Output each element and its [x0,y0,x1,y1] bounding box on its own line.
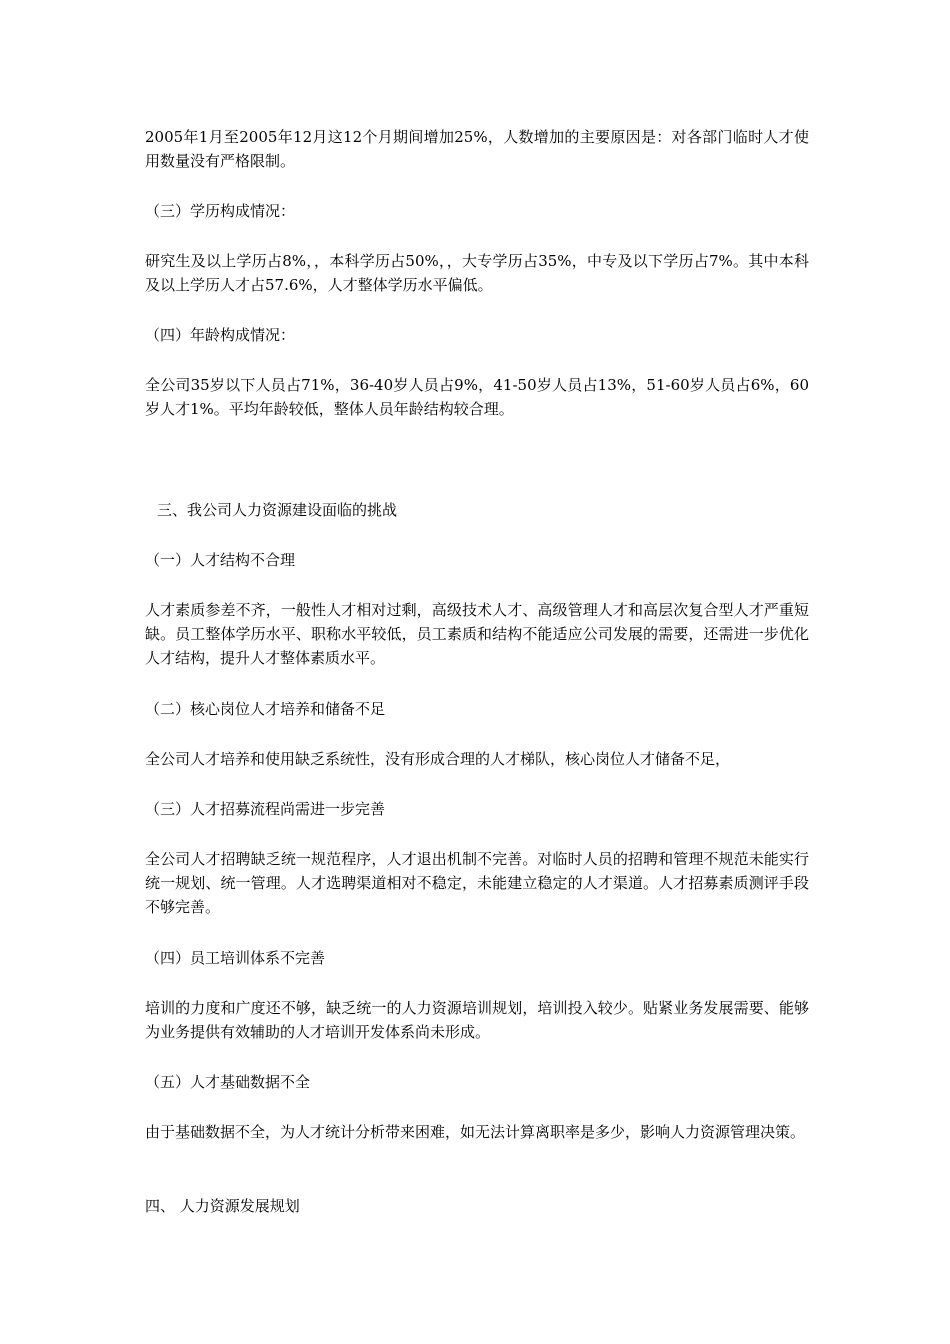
paragraph-age-structure: 全公司35岁以下人员占71%，36-40岁人员占9%，41-50岁人员占13%，51-60岁人员占6%，60岁人才1%。平均年龄较低，整体人员年龄结构较合理。 [145,376,809,418]
heading-core-talent-reserve: （二）核心岗位人才培养和储备不足 [145,700,386,718]
heading-talent-structure: （一）人才结构不合理 [145,551,296,569]
heading-training-system: （四）员工培训体系不完善 [145,949,326,967]
section-heading-challenges: 三、我公司人力资源建设面临的挑战 [157,501,398,519]
paragraph-staff-growth: 2005年1月至2005年12月这12个月期间增加25%，人数增加的主要原因是：对各部门临时人才使用数量没有严格限制。 [145,128,809,170]
heading-age-structure: （四）年龄构成情况： [145,326,296,344]
paragraph-recruitment-process: 全公司人才招聘缺乏统一规范程序，人才退出机制不完善。对临时人员的招聘和管理不规范未能实行统一规划、统一管理。人才选聘渠道相对不稳定，未能建立稳定的人才渠道。人才招募素质测评手段不够完善。 [145,850,809,916]
paragraph-education-structure: 研究生及以上学历占8%，，本科学历占50%，，大专学历占35%，中专及以下学历占7%。其中本科及以上学历人才占57.6%，人才整体学历水平偏低。 [145,252,809,294]
paragraph-training-system: 培训的力度和广度还不够，缺乏统一的人力资源培训规划，培训投入较少。贴紧业务发展需要、能够为业务提供有效辅助的人才培训开发体系尚未形成。 [145,999,809,1041]
heading-recruitment-process: （三）人才招募流程尚需进一步完善 [145,800,386,818]
paragraph-core-talent-reserve: 全公司人才培养和使用缺乏系统性，没有形成合理的人才梯队，核心岗位人才储备不足， [145,750,731,768]
section-heading-hr-plan: 四、 人力资源发展规划 [145,1197,300,1215]
heading-basic-data: （五）人才基础数据不全 [145,1073,311,1091]
paragraph-basic-data: 由于基础数据不全，为人才统计分析带来困难，如无法计算离职率是多少，影响人力资源管理决策。 [145,1123,806,1141]
paragraph-talent-structure: 人才素质参差不齐，一般性人才相对过剩，高级技术人才、高级管理人才和高层次复合型人才严重短缺。员工整体学历水平、职称水平较低，员工素质和结构不能适应公司发展的需要，还需进一步优化人才结构，提升人才整体素质水平。 [145,601,809,667]
heading-education-structure: （三）学历构成情况： [145,202,296,220]
